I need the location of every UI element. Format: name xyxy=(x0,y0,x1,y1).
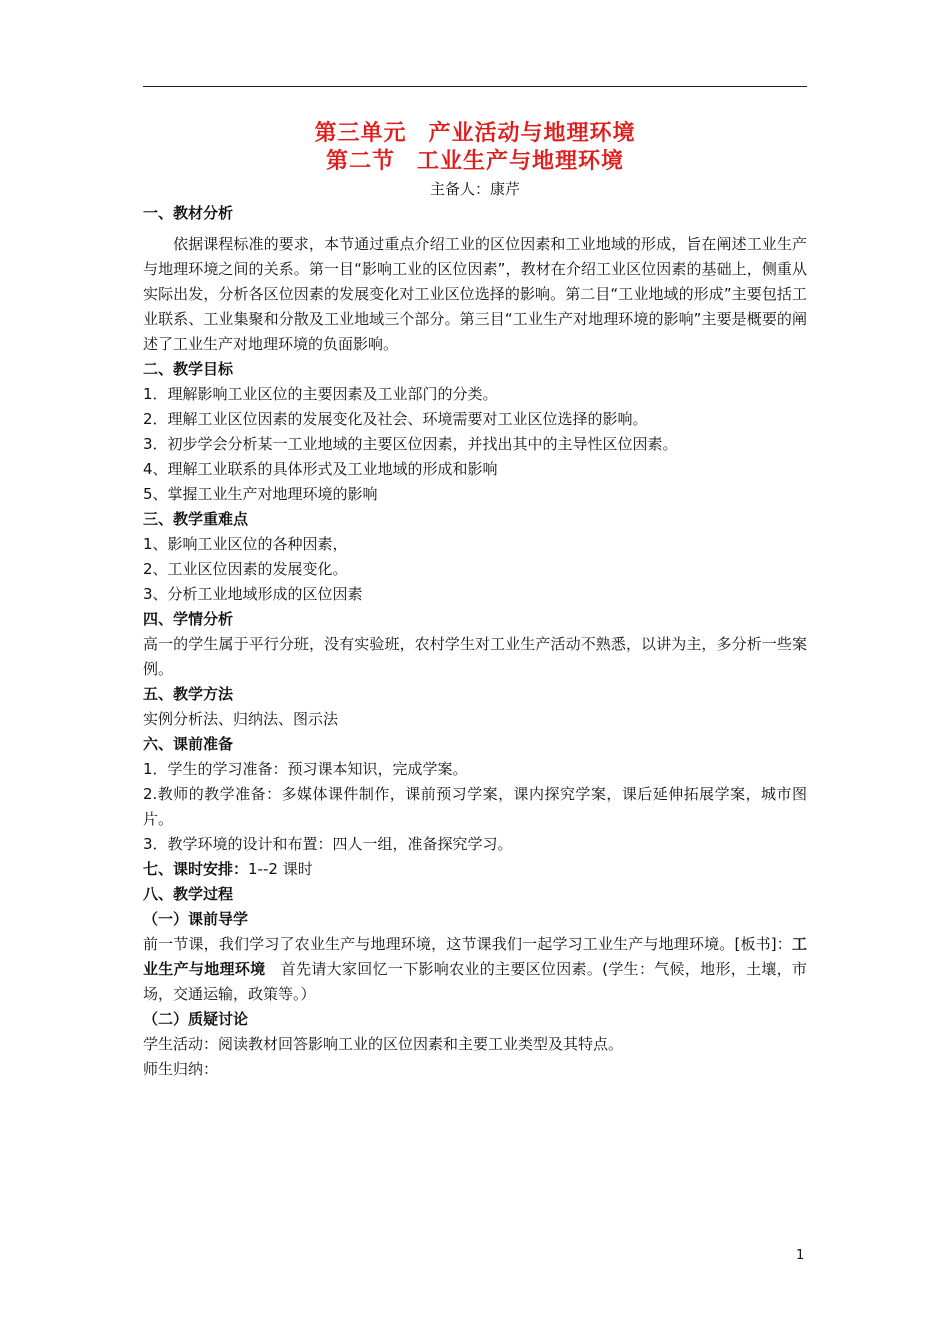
section-number: 第二节 xyxy=(325,149,395,174)
goal-item: 1．理解影响工业区位的主要因素及工业部门的分类。 xyxy=(143,385,498,403)
goal-item: 5、掌握工业生产对地理环境的影响 xyxy=(143,485,378,503)
document-body xyxy=(143,201,807,1082)
preparation-item: 3．教学环境的设计和布置：四人一组，准备探究学习。 xyxy=(143,835,513,853)
pre-class-paragraph xyxy=(143,932,807,1007)
subheading-discussion: （二）质疑讨论 xyxy=(143,1010,249,1028)
heading-teaching-methods: 五、教学方法 xyxy=(143,685,234,703)
heading-key-points: 三、教学重难点 xyxy=(143,510,249,528)
preparation-item: 2.教师的教学准备：多媒体课件制作，课前预习学案，课内探究学案，课后延伸拓展学案，城市图片。 xyxy=(143,785,807,828)
schedule-line xyxy=(143,857,807,882)
goal-item: 3．初步学会分析某一工业地域的主要区位因素，并找出其中的主导性区位因素。 xyxy=(143,435,678,453)
unit-title xyxy=(143,120,807,148)
key-point-item: 2、工业区位因素的发展变化。 xyxy=(143,560,348,578)
section-name: 工业生产与地理环境 xyxy=(417,149,625,174)
author-line: 主备人：康芹 xyxy=(429,180,520,198)
key-point-item: 3、分析工业地域形成的区位因素 xyxy=(143,585,363,603)
page-number: 1 xyxy=(796,1248,805,1263)
pre-class-text-a: 前一节课，我们学习了农业生产与地理环境，这节课我们一起学习工业生产与地理环境。[板书]： xyxy=(143,935,792,953)
pre-class-text-b: 首先请大家回忆一下影响农业的主要区位因素。(学生：气候，地形，土壤，市场，交通运输，政策等。） xyxy=(143,960,807,1003)
title-block xyxy=(143,120,807,201)
goal-item: 2．理解工业区位因素的发展变化及社会、环境需要对工业区位选择的影响。 xyxy=(143,410,648,428)
teaching-methods-text: 实例分析法、归纳法、图示法 xyxy=(143,710,339,728)
textbook-analysis-paragraph: 依据课程标准的要求，本节通过重点介绍工业的区位因素和工业地域的形成，旨在阐述工业生产与地理环境之间的关系。第一目“影响工业的区位因素”，教材在介绍工业区位因素的基础上，侧重从实际出发，分析各区位因素的发展变化对工业区位选择的影响。第二目“工业地域的形成”主要包括工业联系、工业集聚和分散及工业地域三个部分。第三目“工业生产对地理环境的影响”主要是概要的阐述了工业生产对地理环境的负面影响。 xyxy=(143,235,807,353)
heading-textbook-analysis: 一、教材分析 xyxy=(143,204,234,222)
schedule-value: 1--2 课时 xyxy=(248,860,313,878)
goal-item: 4、理解工业联系的具体形式及工业地域的形成和影响 xyxy=(143,460,498,478)
unit-number: 第三单元 xyxy=(314,121,407,146)
heading-student-analysis: 四、学情分析 xyxy=(143,610,234,628)
subheading-pre-class: （一）课前导学 xyxy=(143,910,249,928)
key-point-item: 1、影响工业区位的各种因素， xyxy=(143,535,348,553)
heading-preparation: 六、课前准备 xyxy=(143,735,234,753)
discussion-line: 学生活动：阅读教材回答影响工业的区位因素和主要工业类型及其特点。 xyxy=(143,1035,624,1053)
discussion-line: 师生归纳： xyxy=(143,1060,219,1078)
section-title xyxy=(143,148,807,176)
preparation-item: 1．学生的学习准备：预习课本知识，完成学案。 xyxy=(143,760,468,778)
heading-schedule: 七、课时安排： xyxy=(143,860,249,878)
heading-teaching-process: 八、教学过程 xyxy=(143,885,234,903)
unit-name: 产业活动与地理环境 xyxy=(428,121,636,146)
header-rule xyxy=(143,86,807,87)
student-analysis-paragraph: 高一的学生属于平行分班，没有实验班，农村学生对工业生产活动不熟悉，以讲为主，多分析一些案例。 xyxy=(143,635,807,678)
board-title: 工业生产与地理环境 xyxy=(143,935,807,978)
heading-teaching-goals: 二、教学目标 xyxy=(143,360,234,378)
